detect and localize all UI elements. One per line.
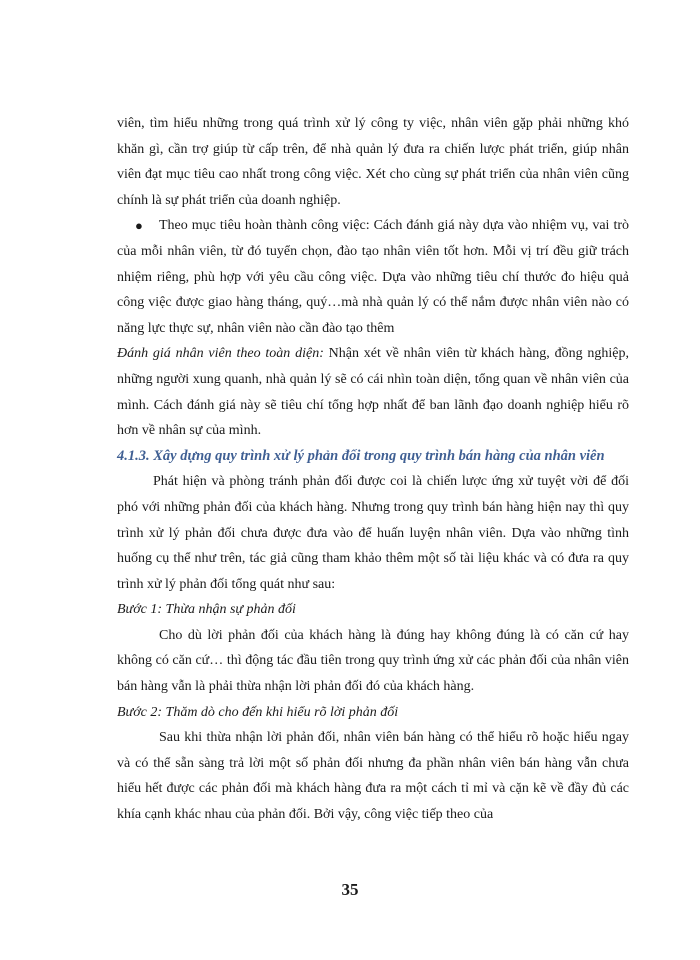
step-2-heading: Bước 2: Thăm dò cho đến khi hiểu rõ lời phản đối [117, 704, 399, 720]
section-heading: 4.1.3. Xây dựng quy trình xử lý phản đối trong quy trình bán hàng của nhân viên [117, 447, 605, 464]
page-number: 35 [341, 880, 359, 899]
paragraph-lead-italic: Đánh giá nhân viên theo toàn diện: [117, 346, 324, 362]
paragraph-lead-rest: Nhận xét về nhân viên từ khách hàng, đồng nghiệp, những người xung quanh, nhà quản lý sẽ có cái nhìn toàn diện, tổng quan về nhân viên của mình. Cách đánh giá này sẽ tiêu chí tổng hợp nhất để ban lãnh đạo doanh nghiệp hiểu rõ hơn về nhân sự của mình. [117, 346, 629, 439]
step-1-heading: Bước 1: Thừa nhận sự phản đối [117, 602, 296, 618]
bullet-icon: ● [135, 218, 143, 234]
paragraph-step-1: Cho dù lời phản đối của khách hàng là đúng hay không đúng là có căn cứ hay không có căn cứ… thì động tác đầu tiên trong quy trình ứng xử các phản đối của nhân viên bán hàng vẫn là phải thừa nhận lời phản đối đó của khách hàng. [117, 627, 629, 695]
paragraph-intro: Phát hiện và phòng tránh phản đối được coi là chiến lược ứng xử tuyệt vời để đối phó với những phản đối của khách hàng. Nhưng trong quy trình bán hàng hiện nay thì quy trình xử lý phản đối chưa được đưa vào để huấn luyện nhân viên. Dựa vào những tình huống cụ thể như trên, tác giả cũng tham khảo thêm một số tài liệu khác và có đưa ra quy trình xử lý phản đối tổng quát như sau: [117, 474, 629, 592]
bullet-paragraph [117, 213, 629, 341]
document-body [117, 111, 629, 828]
paragraph-continuation: viên, tìm hiểu những trong quá trình xử lý công ty việc, nhân viên gặp phải những khó khăn gì, cần trợ giúp từ cấp trên, để nhà quản lý đưa ra chiến lược phát triển, giúp nhân viên đạt mục tiêu cao nhất trong công việc. Xét cho cùng sự phát triển của nhân viên cũng chính là sự phát triển của doanh nghiệp. [117, 116, 629, 208]
bullet-paragraph-text: Theo mục tiêu hoàn thành công việc: Cách đánh giá này dựa vào nhiệm vụ, vai trò của mỗi nhân viên, từ đó tuyển chọn, đào tạo nhân viên tốt hơn. Mỗi vị trí đều giữ trách nhiệm riêng, phù hợp với yêu cầu công việc. Dựa vào những tiêu chí thước đo hiệu quả công việc được giao hàng tháng, quý…mà nhà quản lý có thể nắm được nhân viên nào có năng lực thực sự, nhân viên nào cần đào tạo thêm [117, 218, 629, 336]
paragraph-step-2: Sau khi thừa nhận lời phản đối, nhân viên bán hàng có thể hiểu rõ hoặc hiểu ngay và có thể sẵn sàng trả lời một số phản đối nhưng đa phần nhân viên bán hàng vẫn chưa hiểu hết được các phản đối mà khách hàng đưa ra một cách tỉ mỉ và cặn kẽ về đầy đủ các khía cạnh khác nhau của phản đối. Bởi vậy, công việc tiếp theo của [117, 730, 629, 823]
paragraph-comprehensive-evaluation [117, 341, 629, 443]
